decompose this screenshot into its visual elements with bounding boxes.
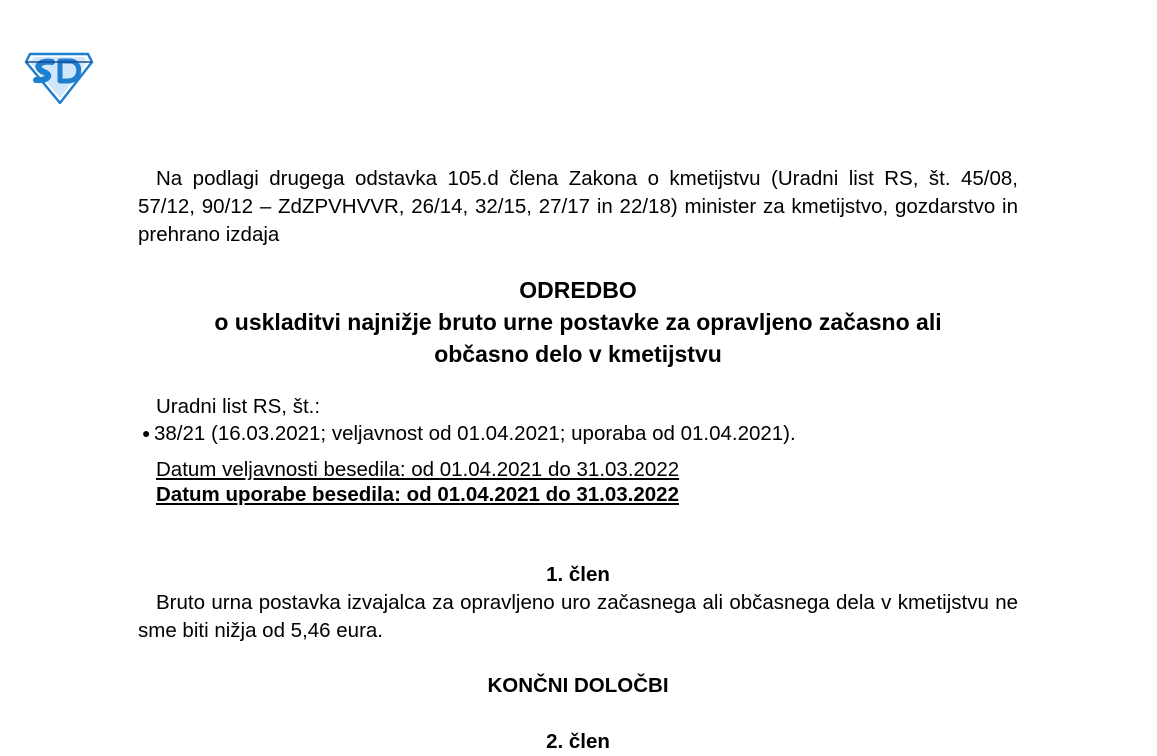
gazette-item-text: 38/21 (16.03.2021; veljavnost od 01.04.2021; uporaba od 01.04.2021). xyxy=(154,422,796,445)
logo-emblem xyxy=(22,48,96,104)
article-1-heading: 1. člen xyxy=(546,563,610,586)
title-line-2: o uskladitvi najnižje bruto urne postavke za opravljeno začasno ali xyxy=(214,309,942,335)
article-2-heading: 2. člen xyxy=(546,730,610,753)
article-1-text: Bruto urna postavka izvajalca za opravljeno uro začasnega ali občasnega dela v kmetijstvu ne sme biti nižja od 5,46 eura. xyxy=(138,591,1018,642)
title-line-3: občasno delo v kmetijstvu xyxy=(434,341,722,367)
validity-date: Datum veljavnosti besedila: od 01.04.2021 do 31.03.2022 xyxy=(156,458,680,481)
logo xyxy=(22,48,96,104)
final-provisions-heading: KONČNI DOLOČBI xyxy=(487,674,669,697)
gazette-reference xyxy=(138,393,1018,447)
intro-paragraph: Na podlagi drugega odstavka 105.d člena Zakona o kmetijstvu (Uradni list RS, št. 45/08, 57/12, 90/12 – ZdZPVHVVR, 26/14, 32/15, 27/17 in 22/18) minister za kmetijstvo, gozdarstvo in prehrano izdaja xyxy=(138,167,1018,246)
gazette-item xyxy=(142,420,1018,447)
text-dates xyxy=(138,457,1018,507)
document-body xyxy=(138,165,1018,756)
bullet-icon: ● xyxy=(142,425,151,441)
title-line-1: ODREDBO xyxy=(519,277,637,303)
document-title xyxy=(138,274,1018,370)
gazette-label: Uradni list RS, št.: xyxy=(156,395,321,418)
application-date: Datum uporabe besedila: od 01.04.2021 do 31.03.2022 xyxy=(156,483,679,506)
